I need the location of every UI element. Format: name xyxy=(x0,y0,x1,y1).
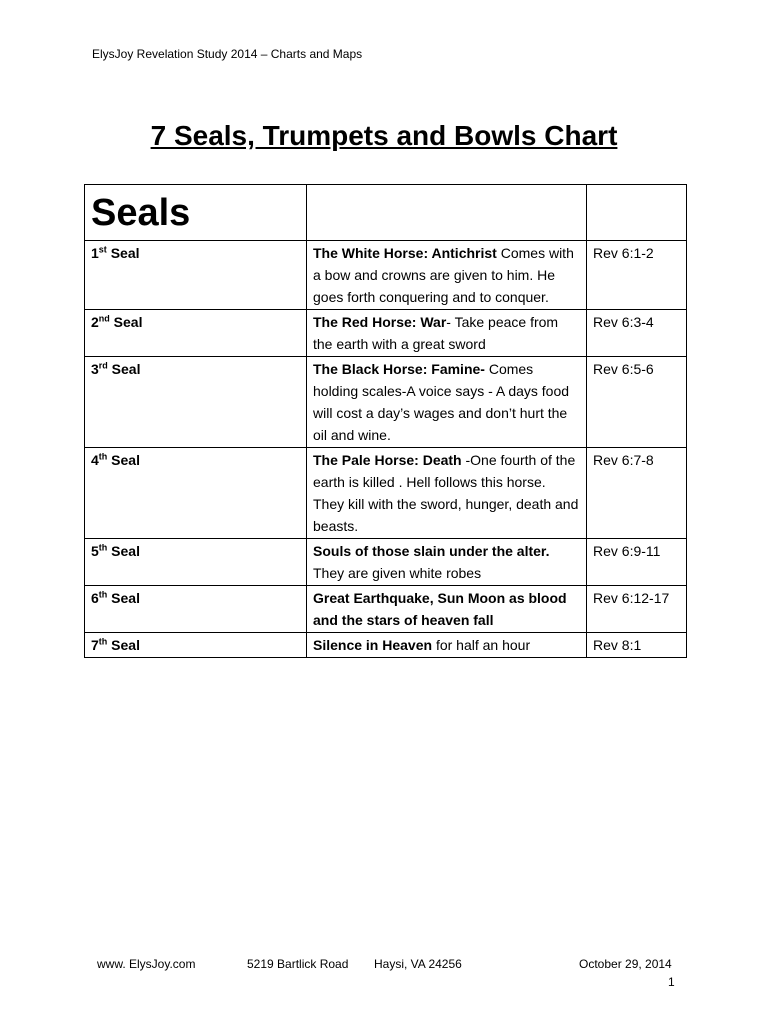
seal-description-cell xyxy=(307,448,587,539)
seal-label-cell xyxy=(85,539,307,586)
seal-event: The White Horse: Antichrist xyxy=(313,245,497,261)
seal-description-cell xyxy=(307,310,587,357)
footer-city: Haysi, VA 24256 xyxy=(374,957,462,971)
table-row xyxy=(85,633,687,658)
scripture-reference: Rev 6:3-4 xyxy=(587,310,687,357)
seal-event: The Pale Horse: Death xyxy=(313,452,462,468)
page-title: 7 Seals, Trumpets and Bowls Chart xyxy=(150,120,618,151)
scripture-reference: Rev 6:9-11 xyxy=(587,539,687,586)
seals-table-body xyxy=(85,241,687,658)
seal-label-cell xyxy=(85,633,307,658)
seal-label: 5th Seal xyxy=(91,542,140,559)
table-row xyxy=(85,586,687,633)
seal-label-cell xyxy=(85,241,307,310)
section-heading: Seals xyxy=(85,185,307,241)
seal-event: Silence in Heaven xyxy=(313,637,433,653)
seal-event: The Black Horse: Famine- xyxy=(313,361,485,377)
seals-table xyxy=(84,184,687,658)
footer-website: www. ElysJoy.com xyxy=(97,957,196,971)
table-row xyxy=(85,241,687,310)
scripture-reference: Rev 6:7-8 xyxy=(587,448,687,539)
seal-description: - Take peace from the earth with a great sword xyxy=(313,314,559,352)
seal-label: 7th Seal xyxy=(91,636,140,653)
seal-description: They are given white robes xyxy=(313,565,482,581)
table-row xyxy=(85,539,687,586)
seal-description: Comes with a bow and crowns are given to him. He goes forth conquering and to conquer. xyxy=(313,245,574,305)
seal-label: 6th Seal xyxy=(91,589,140,606)
seal-label-cell xyxy=(85,357,307,448)
footer-date: October 29, 2014 xyxy=(579,957,672,971)
blank-header-cell xyxy=(307,185,587,241)
seal-label-cell xyxy=(85,448,307,539)
scripture-reference: Rev 8:1 xyxy=(587,633,687,658)
scripture-reference: Rev 6:5-6 xyxy=(587,357,687,448)
seal-label: 1st Seal xyxy=(91,244,140,261)
seal-label-cell xyxy=(85,586,307,633)
seal-event: The Red Horse: War xyxy=(313,314,447,330)
seal-description-cell xyxy=(307,586,587,633)
scripture-reference: Rev 6:12-17 xyxy=(587,586,687,633)
running-header: ElysJoy Revelation Study 2014 – Charts and Maps xyxy=(92,47,363,61)
blank-header-cell xyxy=(587,185,687,241)
seal-label-cell xyxy=(85,310,307,357)
seal-description: -One fourth of the earth is killed . Hell follows this horse. They kill with the sword, hunger, death and beasts. xyxy=(313,452,579,534)
seal-description-cell xyxy=(307,539,587,586)
seal-label: 2nd Seal xyxy=(91,313,143,330)
seal-description-cell xyxy=(307,357,587,448)
page-number: 1 xyxy=(668,975,675,989)
scripture-reference: Rev 6:1-2 xyxy=(587,241,687,310)
footer-address: 5219 Bartlick Road xyxy=(247,957,349,971)
table-row xyxy=(85,310,687,357)
seal-description: Comes holding scales-A voice says - A days food will cost a day’s wages and don’t hurt the oil and wine. xyxy=(313,361,570,443)
seal-description-cell xyxy=(307,241,587,310)
seal-label: 4th Seal xyxy=(91,451,140,468)
table-row xyxy=(85,357,687,448)
seal-event: Great Earthquake, Sun Moon as blood and the stars of heaven fall xyxy=(313,590,567,628)
table-header-row xyxy=(85,185,687,241)
table-row xyxy=(85,448,687,539)
seal-description-cell xyxy=(307,633,587,658)
seal-description: for half an hour xyxy=(432,637,531,653)
seal-event: Souls of those slain under the alter. xyxy=(313,543,550,559)
seal-label: 3rd Seal xyxy=(91,360,141,377)
